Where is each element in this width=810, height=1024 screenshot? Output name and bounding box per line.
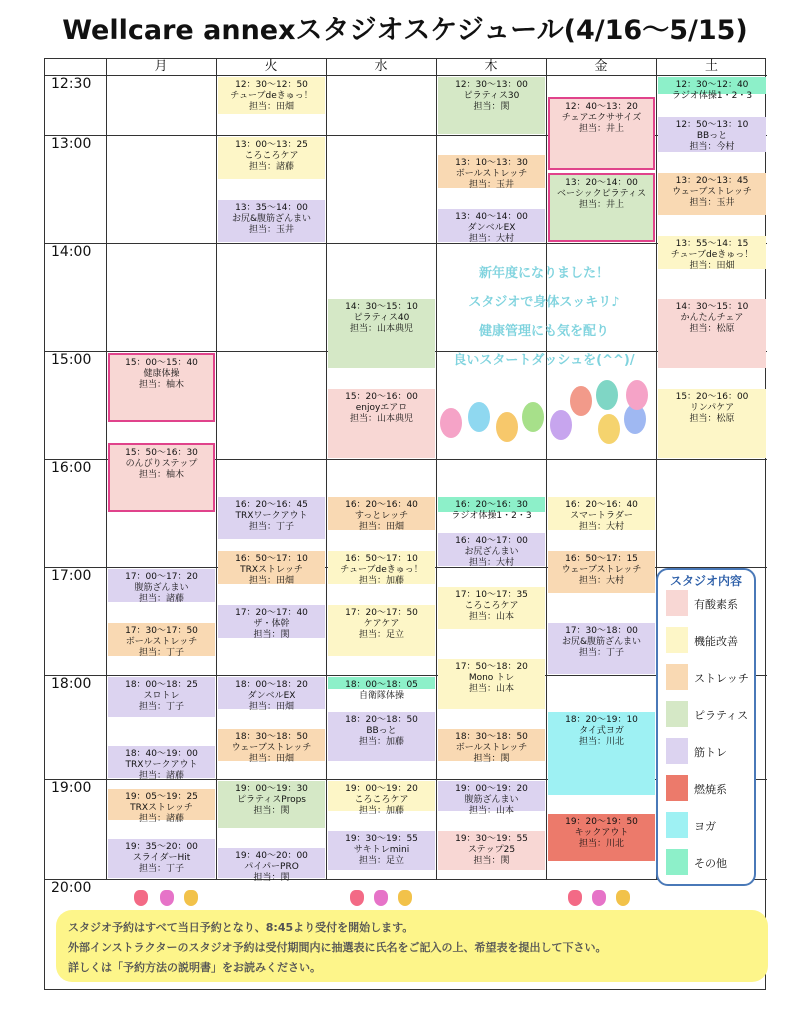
class-time: 19：30〜19：55 [455, 834, 528, 844]
class-inst: 担当：加藤 [358, 806, 404, 816]
class-name: チェアエクササイズ [561, 113, 642, 123]
legend-swatch [666, 738, 688, 764]
class-inst: 担当：丁子 [248, 522, 294, 532]
class-name: 腹筋ざんまい [134, 583, 189, 593]
legend-label: ストレッチ [694, 672, 749, 685]
class-name: お尻ざんまい [464, 547, 519, 557]
class-inst: 担当：関 [253, 630, 290, 640]
class-block[interactable] [438, 209, 545, 242]
legend-swatch [666, 775, 688, 801]
class-time: 17：20〜17：50 [345, 608, 418, 618]
class-name: Mono トレ [468, 673, 515, 683]
class-block[interactable] [658, 236, 766, 269]
class-block[interactable] [218, 729, 325, 764]
class-name: サキトレmini [353, 845, 410, 855]
legend-label: ピラティス [694, 709, 749, 722]
class-time: 17：50〜18：20 [455, 662, 528, 672]
day-header: 土 [704, 59, 718, 74]
class-block[interactable] [218, 137, 325, 179]
class-inst: 担当：諸藤 [138, 594, 184, 604]
time-label: 14:00 [51, 244, 92, 260]
class-inst: 担当：山本 [468, 684, 514, 694]
class-block[interactable] [108, 677, 215, 717]
page-title: Wellcare annexスタジオスケジュール(4/16〜5/15) [62, 15, 748, 46]
promo-message: 健康管理にも気を配り [478, 324, 609, 339]
class-name: TRXワークアウト [235, 511, 308, 521]
tulip-icon [398, 890, 412, 906]
class-inst: 担当：大村 [578, 522, 624, 532]
class-block[interactable] [548, 497, 655, 530]
class-name: ピラティス40 [353, 313, 410, 323]
class-name: ザ・体幹 [253, 619, 290, 629]
class-name: チューブdeきゅっ！ [670, 250, 754, 260]
tulip-icon [568, 890, 582, 906]
class-time: 15：20〜16：00 [345, 392, 418, 402]
class-inst: 担当：柚木 [138, 470, 184, 480]
class-inst: 担当：田畑 [248, 754, 294, 764]
easter-egg-icon [440, 408, 462, 438]
class-inst: 担当：丁子 [138, 648, 184, 658]
class-time: 12：30〜12：40 [675, 80, 749, 90]
class-name: スロトレ [143, 691, 180, 701]
class-time: 19：20〜19：50 [565, 817, 638, 828]
class-block[interactable] [218, 848, 325, 883]
easter-egg-icon [468, 402, 490, 432]
class-name: 健康体操 [143, 369, 180, 379]
class-inst: 担当：山本 [468, 806, 514, 816]
class-time: 19：00〜19：20 [345, 784, 418, 794]
class-name: すっとレッチ [354, 511, 409, 521]
class-name: ステップ25 [467, 845, 516, 855]
promo-message: 新年度になりました！ [478, 266, 609, 281]
legend-swatch [666, 812, 688, 838]
class-inst: 担当：松原 [689, 324, 735, 334]
class-name: パイパーPRO [244, 861, 299, 872]
class-time: 12：40〜13：20 [565, 102, 638, 112]
class-block[interactable] [218, 497, 325, 539]
class-block[interactable] [658, 117, 766, 152]
class-inst: 担当：玉井 [689, 198, 735, 208]
class-block[interactable] [548, 97, 655, 170]
class-name: スマートラダー [570, 511, 633, 521]
class-block[interactable] [658, 77, 766, 101]
class-name: 腹筋ざんまい [464, 795, 519, 805]
class-name: ウェーブストレッチ [231, 743, 312, 753]
class-time: 16：50〜17：15 [565, 554, 638, 564]
class-inst: 担当：田畑 [248, 102, 294, 112]
legend-title: スタジオ内容 [669, 574, 742, 588]
grid-vline [216, 59, 217, 879]
class-block[interactable] [218, 551, 325, 584]
legend-swatch [666, 627, 688, 653]
class-block[interactable] [328, 299, 435, 368]
class-name: ボールストレッチ [125, 637, 198, 647]
legend-label: 機能改善 [694, 635, 738, 648]
class-time: 13：40〜14：00 [455, 212, 528, 222]
class-inst: 担当：足立 [358, 856, 404, 866]
class-name: リンパケア [689, 403, 735, 413]
class-name: ラジオ体操1・2・3 [451, 511, 532, 521]
class-name: のんびりステップ [125, 459, 198, 469]
tulip-icon [160, 890, 174, 906]
class-block[interactable] [438, 497, 545, 521]
class-block[interactable] [328, 712, 435, 761]
tulip-icon [374, 890, 388, 906]
class-block[interactable] [218, 605, 325, 638]
class-block[interactable] [438, 729, 545, 764]
time-label: 15:00 [51, 352, 92, 368]
notice-line: 詳しくは「予約方法の説明書」をお読みください。 [68, 961, 321, 974]
class-time: 12：30〜12：50 [235, 80, 308, 90]
tulip-icon [350, 890, 364, 906]
class-block[interactable] [328, 831, 435, 870]
class-time: 14：30〜15：10 [675, 302, 749, 312]
class-block[interactable] [548, 712, 655, 795]
class-block[interactable] [328, 389, 435, 458]
class-time: 19：05〜19：25 [125, 792, 198, 803]
class-time: 16：50〜17：10 [345, 554, 418, 564]
class-name: BBっと [696, 131, 728, 141]
legend-swatch [666, 590, 688, 616]
class-name: ベーシックピラティス [557, 189, 646, 199]
class-name: ダンベルEX [467, 223, 516, 233]
class-time: 17：20〜17：40 [235, 608, 308, 618]
class-inst: 担当：田畑 [689, 261, 735, 271]
day-header: 月 [154, 59, 168, 74]
class-block[interactable] [108, 443, 215, 512]
class-inst: 担当：諸藤 [138, 814, 184, 825]
class-time: 14：30〜15：10 [345, 302, 418, 312]
class-block[interactable] [108, 789, 215, 825]
time-label: 17:00 [51, 568, 92, 584]
class-block[interactable] [108, 746, 215, 782]
class-time: 18：20〜19：10 [565, 714, 638, 725]
class-time: 19：00〜19：20 [455, 784, 528, 794]
class-name: TRXストレッチ [240, 565, 303, 575]
legend-label: 筋トレ [694, 746, 727, 759]
time-label: 18:00 [51, 676, 92, 692]
class-time: 13：20〜14：00 [565, 178, 638, 188]
class-time: 19：35〜20：00 [125, 842, 198, 853]
class-time: 16：20〜16：40 [565, 500, 638, 510]
class-time: 16：20〜16：45 [235, 500, 308, 510]
class-block[interactable] [218, 77, 325, 114]
class-block[interactable] [438, 77, 545, 134]
class-inst: 担当：柚木 [138, 380, 184, 390]
tulip-icon [184, 890, 198, 906]
notice-line: スタジオ予約はすべて当日予約となり、8:45より受付を開始します。 [68, 921, 414, 934]
notice-line: 外部インストラクターのスタジオ予約は受付期間内に抽選表に氏名をご記入の上、希望表を提出して下さい。 [68, 941, 607, 954]
grid-hline [45, 75, 767, 76]
class-inst: 担当：松原 [689, 414, 735, 424]
class-time: 15：00〜15：40 [125, 358, 198, 368]
legend-label: ヨガ [694, 820, 716, 833]
class-inst: 担当：井上 [578, 200, 624, 210]
class-time: 18：30〜18：50 [235, 732, 308, 742]
easter-egg-icon [626, 380, 648, 410]
class-block[interactable] [218, 677, 325, 712]
class-name: TRXストレッチ [130, 803, 193, 814]
time-label: 12:30 [51, 76, 92, 92]
class-block[interactable] [658, 173, 766, 215]
legend-swatch [666, 849, 688, 875]
class-name: ダンベルEX [247, 691, 296, 701]
class-inst: 担当：丁子 [578, 648, 624, 658]
class-inst: 担当：田畑 [248, 576, 294, 586]
class-time: 16：40〜17：00 [455, 536, 528, 546]
promo-message: スタジオで身体スッキリ♪ [468, 295, 620, 310]
class-time: 19：00〜19：30 [235, 784, 308, 794]
legend-label: 燃焼系 [694, 783, 727, 796]
easter-egg-icon [550, 410, 572, 440]
class-block[interactable] [658, 389, 766, 458]
class-inst: 担当：田畑 [358, 522, 404, 532]
class-name: ころころケア [244, 151, 299, 161]
class-time: 18：40〜19：00 [125, 749, 198, 760]
legend [656, 568, 756, 886]
tulip-icon [134, 890, 148, 906]
time-label: 13:00 [51, 136, 92, 152]
tulip-icon [592, 890, 606, 906]
class-inst: 担当：関 [253, 806, 290, 816]
class-time: 17：10〜17：35 [455, 590, 528, 600]
time-label: 20:00 [51, 880, 92, 896]
class-block[interactable] [658, 299, 766, 368]
class-name: ウェーブストレッチ [561, 565, 642, 575]
class-name: お尻&腹筋ざんまい [231, 214, 312, 224]
class-name: 自衛隊体操 [358, 691, 404, 701]
promo-message: 良いスタートダッシュを(^^)/ [453, 353, 635, 368]
class-inst: 担当：関 [473, 754, 510, 764]
class-block[interactable] [438, 587, 545, 629]
class-block[interactable] [438, 533, 545, 566]
grid-vline [326, 59, 327, 879]
class-time: 15：20〜16：00 [675, 392, 749, 402]
class-time: 17：00〜17：20 [125, 572, 198, 582]
class-block[interactable] [548, 173, 655, 242]
class-inst: 担当：今村 [689, 142, 735, 152]
class-time: 13：10〜13：30 [455, 158, 528, 168]
class-inst: 担当：井上 [578, 124, 624, 134]
day-header: 水 [374, 59, 388, 74]
class-name: お尻&腹筋ざんまい [561, 637, 642, 647]
class-inst: 担当：山本典児 [349, 414, 413, 424]
grid-vline [436, 59, 437, 879]
class-inst: 担当：玉井 [248, 225, 294, 235]
grid-vline [106, 59, 107, 879]
class-block[interactable] [218, 200, 325, 242]
class-time: 12：30〜13：00 [455, 80, 528, 90]
class-time: 17：30〜18：00 [565, 626, 638, 636]
class-time: 19：40〜20：00 [235, 850, 308, 861]
class-block[interactable] [328, 605, 435, 656]
class-inst: 担当：加藤 [358, 736, 404, 747]
class-name: キックアウト [574, 828, 629, 839]
class-time: 18：00〜18：20 [235, 680, 308, 690]
class-time: 13：55〜14：15 [675, 239, 749, 249]
class-inst: 担当：大村 [468, 234, 514, 244]
class-inst: 担当：関 [473, 102, 510, 112]
easter-egg-icon [496, 412, 518, 442]
class-inst: 担当：諸藤 [248, 162, 294, 172]
class-name: チューブdeきゅっ！ [230, 91, 313, 101]
class-name: ころころケア [354, 795, 409, 805]
class-inst: 担当：川北 [578, 839, 624, 850]
legend-label: 有酸素系 [694, 598, 738, 611]
class-name: TRXワークアウト [125, 760, 198, 771]
class-time: 13：20〜13：45 [675, 176, 749, 186]
class-name: ラジオ体操1・2・3 [671, 91, 753, 101]
class-inst: 担当：諸藤 [138, 771, 184, 782]
class-name: チューブdeきゅっ！ [340, 565, 423, 575]
class-block[interactable] [108, 353, 215, 422]
class-inst: 担当：山本典児 [349, 324, 413, 334]
class-block[interactable] [328, 781, 435, 816]
class-block[interactable] [438, 659, 545, 709]
class-block[interactable] [438, 155, 545, 188]
day-header: 火 [264, 59, 278, 74]
class-time: 12：50〜13：10 [675, 120, 749, 130]
class-inst: 担当：加藤 [358, 576, 404, 586]
class-name: BBっと [366, 725, 397, 736]
time-label: 19:00 [51, 780, 92, 796]
legend-swatch [666, 664, 688, 690]
class-inst: 担当：川北 [578, 736, 624, 747]
easter-egg-icon [596, 380, 618, 410]
class-name: ボールストレッチ [455, 169, 528, 179]
class-time: 15：50〜16：30 [125, 448, 198, 458]
class-inst: 担当：玉井 [468, 180, 514, 190]
legend-label: その他 [694, 857, 727, 870]
class-inst: 担当：足立 [358, 630, 404, 640]
class-name: スライダーHit [132, 853, 191, 864]
class-block[interactable] [328, 677, 435, 701]
class-time: 16：50〜17：10 [235, 554, 308, 564]
class-block[interactable] [108, 623, 215, 656]
day-header: 金 [594, 59, 608, 74]
class-block[interactable] [438, 781, 545, 816]
class-block[interactable] [108, 569, 215, 602]
easter-egg-icon [522, 402, 544, 432]
class-name: かんたんチェア [680, 313, 744, 323]
class-inst: 担当：山本 [468, 612, 514, 622]
class-name: enjoyエアロ [355, 403, 408, 413]
class-name: ウェーブストレッチ [672, 187, 752, 197]
class-name: ころころケア [464, 601, 519, 611]
class-time: 17：30〜17：50 [125, 626, 198, 636]
easter-egg-icon [570, 386, 592, 416]
class-name: ピラティスProps [237, 795, 306, 805]
class-inst: 担当：大村 [578, 576, 624, 586]
class-block[interactable] [438, 831, 545, 870]
class-time: 16：20〜16：40 [345, 500, 418, 510]
class-block[interactable] [328, 551, 435, 584]
class-name: ピラティス30 [463, 91, 520, 101]
class-time: 13：00〜13：25 [235, 140, 308, 150]
class-inst: 担当：大村 [468, 558, 514, 568]
class-block[interactable] [108, 839, 215, 878]
notice-box [56, 910, 768, 982]
class-name: ボールストレッチ [455, 743, 528, 753]
class-block[interactable] [548, 551, 655, 593]
class-time: 13：35〜14：00 [235, 203, 308, 213]
class-inst: 担当：関 [253, 872, 290, 883]
class-block[interactable] [328, 497, 435, 530]
class-name: タイ式ヨガ [579, 725, 624, 736]
class-block[interactable] [218, 781, 325, 828]
grid-vline [546, 59, 547, 879]
easter-egg-icon [598, 414, 620, 444]
class-inst: 担当：関 [473, 856, 510, 866]
class-inst: 担当：田畑 [248, 702, 294, 712]
legend-swatch [666, 701, 688, 727]
tulip-icon [616, 890, 630, 906]
class-time: 18：30〜18：50 [455, 732, 528, 742]
class-time: 18：00〜18：25 [125, 680, 198, 690]
time-label: 16:00 [51, 460, 92, 476]
class-time: 19：30〜19：55 [345, 834, 418, 844]
class-inst: 担当：丁子 [138, 702, 184, 712]
class-time: 18：00〜18：05 [345, 680, 418, 690]
class-block[interactable] [548, 623, 655, 674]
class-block[interactable] [548, 814, 655, 861]
class-time: 18：20〜18：50 [345, 714, 418, 725]
class-time: 16：20〜16：30 [455, 500, 528, 510]
day-header: 木 [484, 59, 498, 74]
class-inst: 担当：丁子 [138, 864, 184, 875]
class-name: ケアケア [363, 619, 400, 629]
